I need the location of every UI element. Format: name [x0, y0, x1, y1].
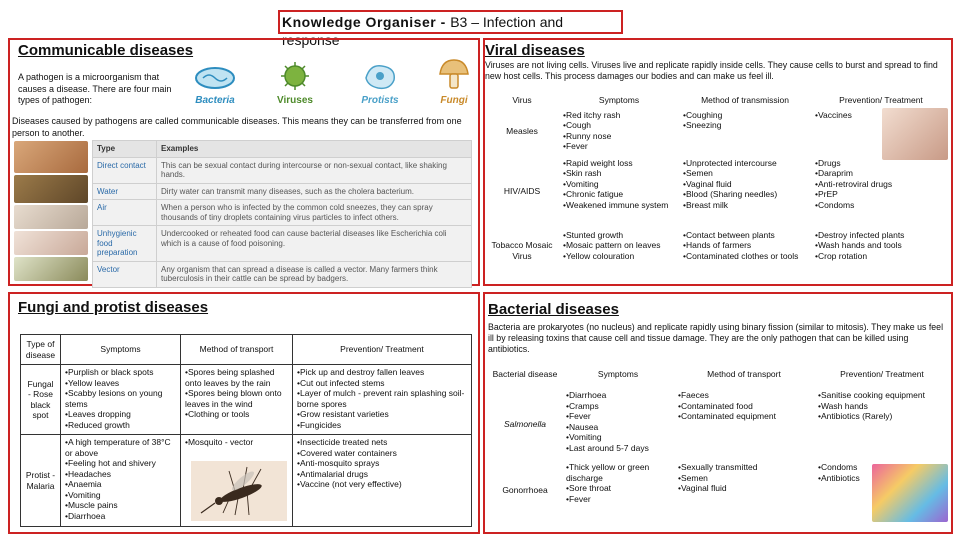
list-item: •Nausea	[566, 421, 599, 432]
list-item: •Weakened immune system	[563, 199, 669, 210]
transmission-header: Method of transmission	[701, 95, 789, 105]
symptoms-cell	[562, 388, 674, 460]
list-item: •Rapid weight loss	[563, 157, 633, 168]
list-item: •Vomiting	[65, 489, 101, 500]
list-item: •Thick yellow or green discharge	[566, 462, 650, 483]
table-row	[21, 435, 472, 527]
transmission-cell	[679, 228, 811, 274]
prevention-cell	[293, 365, 472, 435]
table-row	[21, 365, 472, 435]
sneeze-image	[14, 205, 88, 229]
list-item: •Vaginal fluid	[678, 483, 727, 493]
prevention-header: Prevention/ Treatment	[839, 95, 923, 105]
list-item: •Red itchy rash	[563, 109, 621, 120]
list-item: •Drugs	[815, 157, 841, 168]
virus-name-cell: Measles	[506, 126, 538, 137]
list-item: •Daraprim	[815, 168, 853, 178]
table-row	[93, 157, 472, 183]
list-item: •Destroy infected plants	[815, 229, 905, 240]
type-cell: Vector	[93, 261, 157, 287]
list-item: •Cramps	[566, 400, 599, 411]
type-header: Type	[93, 141, 157, 158]
transport-cell	[674, 460, 814, 520]
list-item: •Clothing or tools	[185, 409, 250, 419]
transmission-cell	[679, 108, 811, 156]
list-item: •Semen	[678, 472, 708, 483]
bacteria-label: Bacteria	[195, 95, 235, 106]
disease-name-cell: Salmonella	[503, 418, 547, 429]
dirty-water-image	[14, 175, 88, 203]
mosquito-vector-image	[14, 257, 88, 281]
fungi-label: Fungi	[440, 95, 468, 106]
list-item: •Crop rotation	[815, 250, 868, 261]
list-item: •Vaccines	[815, 109, 852, 120]
list-item: •Stunted growth	[563, 229, 624, 240]
list-item: •Spores being blown onto leaves in the wind	[185, 388, 282, 409]
list-item: •Runny nose	[563, 130, 612, 141]
transport-header: Method of transport	[181, 335, 293, 365]
bacteria-pathogen	[188, 64, 242, 106]
protist-icon	[360, 60, 400, 92]
list-item: •Insecticide treated nets	[297, 437, 388, 447]
symptoms-cell	[61, 435, 181, 527]
bacterial-heading: Bacterial diseases	[488, 301, 619, 318]
prevention-header: Prevention/ Treatment	[840, 368, 924, 379]
disease-type-header: Type of disease	[21, 335, 61, 365]
transmission-cell	[679, 156, 811, 228]
list-item: •Wash hands	[818, 400, 868, 411]
symptoms-header: Symptoms	[61, 335, 181, 365]
list-item: •Antimalarial drugs	[297, 468, 369, 479]
transport-cell	[181, 435, 293, 527]
viruses-pathogen	[268, 60, 322, 106]
fungi-table	[20, 334, 472, 527]
list-item: •Sore throat	[566, 483, 612, 493]
viruses-label: Viruses	[277, 95, 313, 106]
viral-heading: Viral diseases	[485, 42, 585, 59]
list-item: •Sneezing	[683, 120, 722, 130]
list-item: •Pick up and destroy fallen leaves	[297, 367, 425, 377]
protists-pathogen	[352, 60, 408, 106]
list-item: •Unprotected intercourse	[683, 157, 777, 168]
list-item: •Anaemia	[65, 479, 102, 489]
bacteria-icon	[193, 64, 237, 92]
page-title-box	[278, 10, 623, 48]
communicable-description: Diseases caused by pathogens are called communicable diseases. This means they can be transferred from one person to another.	[12, 116, 462, 138]
symptoms-cell	[559, 228, 679, 274]
condoms-image	[872, 464, 948, 522]
list-item: •Antibiotics (Rarely)	[818, 411, 893, 421]
list-item: •Mosquito - vector	[185, 437, 254, 447]
table-row	[485, 156, 951, 228]
communicable-heading: Communicable diseases	[18, 42, 194, 59]
list-item: •Hands of farmers	[683, 240, 752, 250]
bacterial-intro: Bacteria are prokaryotes (no nucleus) and replicate rapidly using binary fission (similar to mitosis). They make us feel ill by releasing toxins that cause cell and tissue damage. They are the only pathogen that can be killed using antibiotics.	[488, 322, 944, 354]
prevention-cell	[811, 228, 951, 274]
list-item: •Layer of mulch - prevent rain splashing soil-borne spores	[297, 388, 465, 409]
list-item: •Condoms	[815, 199, 855, 210]
list-item: •Scabby lesions on young stems	[65, 388, 163, 409]
list-item: •Condoms	[818, 462, 858, 472]
list-item: •Contaminated clothes or tools	[683, 250, 799, 261]
list-item: •Chronic fatigue	[563, 189, 624, 199]
table-row	[93, 183, 472, 200]
list-item: •Fever	[563, 141, 588, 151]
prevention-cell	[811, 156, 951, 228]
table-row	[93, 261, 472, 287]
example-cell: Dirty water can transmit many diseases, such as the cholera bacterium.	[157, 183, 472, 200]
list-item: •Vaccine (not very effective)	[297, 479, 402, 489]
list-item: •Feeling hot and shivery	[65, 458, 156, 468]
protists-label: Protists	[361, 95, 399, 106]
prevention-header: Prevention/ Treatment	[293, 335, 472, 365]
page-subtitle: B3 – Infection and response	[282, 14, 564, 48]
symptoms-cell	[562, 460, 674, 520]
list-item: •Sanitise cooking equipment	[818, 390, 925, 400]
handshake-image	[14, 141, 88, 173]
list-item: •Yellow colouration	[563, 250, 635, 261]
vaccine-image	[882, 108, 948, 160]
mushroom-icon	[436, 58, 472, 92]
list-item: •Last around 5-7 days	[566, 442, 649, 453]
symptoms-cell	[559, 156, 679, 228]
type-cell: Water	[93, 183, 157, 200]
disease-name-cell: Gonorrhoea	[502, 484, 548, 495]
list-item: •Cut out infected stems	[297, 377, 385, 388]
type-cell: Unhygienic food preparation	[93, 226, 157, 262]
list-item: •Fever	[566, 411, 591, 421]
list-item: •PrEP	[815, 189, 838, 199]
symptoms-header: Symptoms	[598, 95, 640, 105]
transport-cell	[674, 388, 814, 460]
symptoms-cell	[559, 108, 679, 156]
list-item: •Sexually transmitted	[678, 462, 758, 472]
list-item: •Anti-retroviral drugs	[815, 178, 893, 189]
list-item: •Muscle pains	[65, 500, 118, 510]
list-item: •Diarrhoea	[65, 510, 106, 521]
transmission-types-table	[92, 140, 472, 288]
list-item: •Anti-mosquito sprays	[297, 458, 380, 468]
list-item: •Fever	[566, 493, 591, 504]
fungi-pathogen	[432, 58, 476, 106]
example-cell: Any organism that can spread a disease is called a vector. Many farmers think tuberculosis in their cattle can be spread by badgers.	[157, 261, 472, 287]
list-item: •Vomiting	[566, 432, 602, 442]
list-item: •Cough	[563, 120, 592, 130]
list-item: •Vomiting	[563, 178, 599, 189]
symptoms-header: Symptoms	[597, 368, 639, 379]
transport-header: Method of transport	[707, 368, 781, 379]
prevention-cell	[814, 388, 950, 460]
bacterial-disease-header: Bacterial disease	[492, 368, 558, 379]
type-cell: Air	[93, 200, 157, 226]
virus-icon	[277, 60, 313, 92]
list-item: •Diarrhoea	[566, 390, 607, 400]
virus-name-cell: HIV/AIDS	[503, 186, 541, 197]
type-cell: Direct contact	[93, 157, 157, 183]
list-item: •Skin rash	[563, 168, 602, 178]
virus-name-cell: Tobacco Mosaic Virus	[491, 240, 553, 261]
list-item: •Fungicides	[297, 419, 342, 430]
list-item: •Blood (Sharing needles)	[683, 189, 778, 199]
list-item: •Breast milk	[683, 199, 729, 210]
list-item: •Coughing	[683, 109, 723, 120]
symptoms-cell	[61, 365, 181, 435]
example-cell: When a person who is infected by the common cold sneezes, they can spray thousands of tiny droplets containing virus particles to infect others.	[157, 200, 472, 226]
example-cell: Undercooked or reheated food can cause bacterial diseases like Escherichia coli which is a cause of food poisoning.	[157, 226, 472, 262]
list-item: •Contaminated food	[678, 400, 753, 411]
table-row	[488, 388, 950, 460]
list-item: •Semen	[683, 168, 713, 178]
viral-intro: Viruses are not living cells. Viruses live and replicate rapidly inside cells. They cause cells to burst and spread to find new host cells. This process damages our bodies and can make us feel ill.	[485, 60, 938, 81]
list-item: •Vaginal fluid	[683, 178, 732, 189]
page-title: Knowledge Organiser -	[282, 14, 446, 30]
list-item: •Contact between plants	[683, 229, 775, 240]
list-item: •A high temperature of 38°C or above	[65, 437, 171, 458]
example-cell: This can be sexual contact during intercourse or non-sexual contact, like shaking hands.	[157, 157, 472, 183]
disease-name-cell: Fungal - Rose black spot	[21, 365, 61, 435]
list-item: •Yellow leaves	[65, 377, 120, 388]
virus-header: Virus	[512, 95, 532, 105]
list-item: •Faeces	[678, 390, 709, 400]
list-item: •Covered water containers	[297, 447, 397, 458]
list-item: •Antibiotics	[818, 472, 860, 483]
table-row	[93, 200, 472, 226]
list-item: •Headaches	[65, 468, 111, 479]
list-item: •Purplish or black spots	[65, 367, 154, 377]
table-row	[485, 228, 951, 274]
communicable-intro: A pathogen is a microorganism that causes a disease. There are four main types of pathogen:	[18, 72, 172, 105]
list-item: •Wash hands and tools	[815, 240, 902, 250]
list-item: •Contaminated equipment	[678, 411, 776, 421]
transport-cell	[181, 365, 293, 435]
list-item: •Reduced growth	[65, 419, 130, 430]
list-item: •Grow resistant varieties	[297, 409, 389, 419]
list-item: •Leaves dropping	[65, 409, 131, 419]
list-item: •Spores being splashed onto leaves by the rain	[185, 367, 275, 388]
list-item: •Mosaic pattern on leaves	[563, 240, 661, 250]
table-row	[93, 226, 472, 262]
food-image	[14, 231, 88, 255]
fungi-heading: Fungi and protist diseases	[18, 299, 209, 316]
examples-header: Examples	[157, 141, 472, 158]
mosquito-icon	[191, 461, 287, 521]
prevention-cell	[293, 435, 472, 527]
disease-name-cell: Protist - Malaria	[21, 435, 61, 527]
